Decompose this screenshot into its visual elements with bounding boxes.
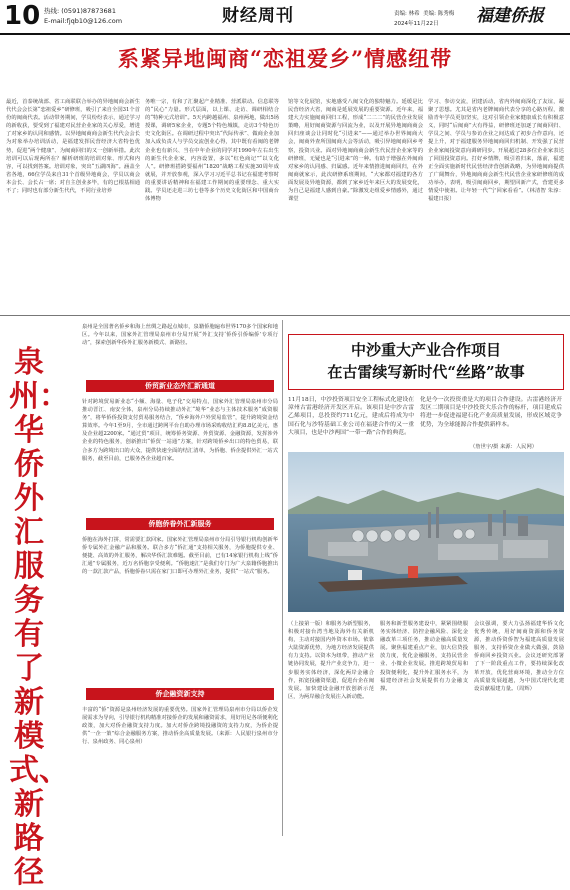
quanzhou-para-3: 丰富的“侨”资源是泉州经济发展的重要优势。国家外汇管理局泉州市分局以侨企发展需求为导向，引导银行机构精准对接侨企的发展和融资需求，用好用足各项便利化政策，加大对侨企融资支持力度。加大对侨企跨境投融资的支持力度，为侨企提供“一企一策”综合金融服务方案，推动侨企高质量发展。（来源：人民银行泉州市分行、泉州政务、同心泉州）	[82, 707, 278, 746]
column-divider	[282, 320, 283, 836]
subhead-overseas-service: 侨胞侨眷外汇新服务	[86, 518, 274, 530]
newspaper-logo: 福建侨报	[476, 6, 544, 26]
page-headline: 系紧异地闽商“恋祖爱乡”情感纽带	[117, 46, 453, 71]
subhead-financing-support: 侨企融资新支持	[86, 688, 274, 700]
gulei-body-col2: 服务和新型服务建设中，紧紧围绕服务实体经济、防控金融风险、深化金融改革三项任务，推动金融高质量发展。聚焦福建重点产业，加大信贷投放力度，优化金融服务，支持民营企业、小微企业发展。推进跨境贸易和投资便利化，提升外汇服务水平，为福建经济社会发展提供有力金融支撑。	[380, 621, 468, 692]
gulei-body-col3: 会议强调，要大力弘扬福建华侨文化优秀传统，用好闽商资源和侨务资源，推动侨资侨智为福建高质量发展服务，支持侨资企业做大做强，鼓励侨商回乡投资兴业。会议还研究部署了下一阶段重点工作，要持续深化改革开放，优化营商环境，推动全方位高质量发展超越，为中国式现代化建设贡献福建力量。（周辉）	[474, 621, 564, 692]
quanzhou-intro: 泉州是全国著名侨乡和海上丝绸之路起点城市，泉籍侨胞遍布世界170多个国家和地区。今年以来，国家外汇管理局泉州市分局开展“外汇支持‘侨侨引侨编侨’专项行动”，探索创新华侨外汇服务新模式、新路径。	[82, 324, 278, 347]
section-divider	[0, 315, 570, 316]
quanzhou-para-1: 针对跨境贸易新业态“小额、海量、电子化”交易特点，国家外汇管理局泉州市分局推动晋江、南安全体，泉州分局持续推动外汇“境华”业态与主体技术服务“成资服务”，将华侨侨投资支付贸易服务结合，“侨乡海外户外贸易监管”，提升跨境资金结算效率。今年1至9月，全市通过跨网平台自助办理市场采购收结汇约8.8亿美元，惠及企业超2200家。“通过贸”项目，统筹侨务资源、外贸资源、金融资源，发挥涉外企业的特色服务，创新推出“侨贸一站通”方案，针对跨境侨乡出口的特色贸易，联合多方为跨境出口的大众，提供快速全面的结汇清单，为侨胞、侨企提供外汇一站式服务，截至目前，已服务各企业超百家。	[82, 399, 278, 462]
port-photo-illustration	[288, 452, 564, 612]
gulei-lead-col2: 化是今一次投资重是大的项目合作建设。古雷港经济开发区二期项目是中沙投资大乐合作的标杆，项目建成后将进一步促进福建石化产业高质量发展，形成区域竞争优势，为全球能源合作提供新样本。	[420, 397, 562, 428]
top-article-col3: 馆等文化展馆，实地感受八闽文化的独特魅力。延缓是比民营经济大省，闽商是延展发展的重要资源。近年来，福建大力实施闽商回归工程，形成“二二二”的民营企业发展策略，用好闽商资源与回流为业，以及开展异地闽商商会回归座谈会让同时化“引进来”——通过举办世界闽商大会，闽商外查所国闽商大会等活动，吸引异地闽商回乡考察，投资兴业。面对异地闽商商会新生代民营企业家等的研修班，无疑也是“引进来”的一种。有助于增强在外闽商对家乡的认同感、归属感。近年来情推进闽商回归，在外闽商就家示，此次研修系班期间，“大家都对福建的各方面发展及异地资源，都到了家乡近年来巨大的发展变化，为自己是福建人感到自豪。”除激发走组爱乡情感外，通过课堂	[288, 99, 423, 203]
editor-credit: 责编: 林希 美编: 陈秀梅	[394, 11, 455, 17]
photo-caption: （詹世宇/摄 来源：人民网）	[470, 444, 538, 450]
page-number: 10	[4, 1, 41, 31]
quanzhou-vertical-title: 泉州：华侨外汇服务有了新模式、新路径	[9, 345, 69, 890]
top-article-col1: 最近，首泰统战部、省工商联联合举办的异地闽商会新生代代会会长第“恋祖爱乡”研修班，吸引了来自全国31个首份的闽商代表。活动带务期间，学员纷纷表示，通过学习的新收获，要受到了福建对民营企业家的关心厚爱，增进了对家乡的认同和感情。以异地闽商商会新生代代会会长为对象举办培训活动，是福建发挥民营经济大省特色优势，促进“两个健康”、为闽商回归的又一创新举措。此次培训可以后现两所在？解析研班的培训对象、形式和内容，可以找到答案。培训对象，突出“五湖四海”。涵盖全省各地，66位学员来自31个首级异地商会，学员以商会本会长、会长占一席；对自主创业多毕，有的已根基相通不了；同时也有部分新生代代，不同行业培养	[6, 99, 140, 195]
email: E-mail:fjqb10@126.com	[44, 17, 123, 25]
subhead-trade-channel: 侨贸新业态外汇新通道	[86, 380, 274, 392]
publish-date: 2024年11月22日	[394, 21, 439, 27]
gulei-body-col1: （上接第一版）和服务为新型服务，积极对接台湾当地及海外有关新机构，主动对接国内外资本市场。依靠大陆资源优势，为地方经济发展提供有力支持。以资本为纽带，推动产业链协同发展，提升产业竞争力，进一步服务实体经济，深化两岸金融合作，拓宽投融资渠道，促进台企在闽发展。加快建设金融开放创新示范区，为两岸融合发展注入新动能。	[288, 621, 374, 700]
gulei-lead-col1: 11月18日，中沙投资项目安全工程标式化建设在漳州古雷港经济开发区开启。该项目是中沙古雷乙烯项目，总投资约711亿元，建成后将成为中国石化与沙特基础工业公司在福建合作的又一重大项目，也是中沙两国“一带一路”合作的典范。	[288, 397, 414, 436]
gulei-title-line1: 中沙重大产业合作项目	[350, 341, 501, 359]
masthead	[0, 0, 570, 36]
top-article-col4: 学习、参访交流，团建活动，省内外闽商深化了友谊，凝聚了思想。尤其是省内老牌闽商代表分享的心路历程，激励青年学员更加坚实，这对引领企业家健康成长有积极意义，同时“后闽商”大有得益，研修班还加逐了闽商回归、学员之间、学员与参访企业之间达成了初步合作意向，还提上升，对于福建服务异地闽商回归机制、开发强了民营企业家闽投资意向调研同步。开展超过28多位企业家表达了回国投资意向。打好乡情牌，吸引着归来，落前，福建正全面实施新时代民营经济营创新战略，为异地闽商提供了广阔舞台，异地闽商商会新生代民营企业家研修班的成功举办，表明，吸引闽商回乡，期望回新产式，营建更多情爱中使祖。让年轻一代“宁回家看看”。（林清智 朱淳：福建日报）	[428, 99, 564, 203]
top-article-col2: 务唯一宗，有和了汇聚起产业精准、营派联动。信息联等的“民心”力量。形式层面，以上课、走访、调研相结合的“特种元式培训”。5天内跨越福州、泉州两地，做出5场授课，调研5家企业，专题5个特色城镇，走访3个特色历史文化街区。在调研过程中突出“代际传承”、做商企业加加入成负责人与学员交流创业心得，其中既有看闽的老牌企业也有新兴、当在中年企业的同学对1990年左右出生的新生代企业家，内容设置，多以“红色商记”“以文化人”。研修班搭跨要福州“1820”战略工程实施30周年成就展，并开放参观，深入学习习近平总书记在福建考察时的重要讲话精神和在福建工作期间的重要理念、重大实践。学员还走进三坊七巷等多个历史文化街区和中国商台体博物	[145, 99, 279, 203]
gulei-title-line2: 在古雷续写新时代“丝路”故事	[327, 363, 525, 381]
quanzhou-para-2: 侨胞在海外打拼，常需要汇款回家。国家外汇管理局泉州市分局引导银行机构创新华侨专属外汇金融产品和服务。联合多方“侨汇通”支持相关服务，为侨胞提供专业、便捷、高效的外汇服务，解决华侨汇款难题。截至目前，已有14家银行机构上线“侨汇通”专属服务，近万名侨胞享受便利。“侨胞速汇”是我们专门为广大泉籍侨胞推出的一款汇款产品，侨胞侨眷只需在家门口即可办理外汇业务，提供“一站式”服务。	[82, 537, 278, 576]
masthead-rule	[0, 33, 570, 35]
hotline: 热线: (0591)87873681	[44, 7, 116, 15]
gulei-port-photo	[288, 452, 564, 612]
section-title: 财经周刊	[222, 6, 294, 26]
